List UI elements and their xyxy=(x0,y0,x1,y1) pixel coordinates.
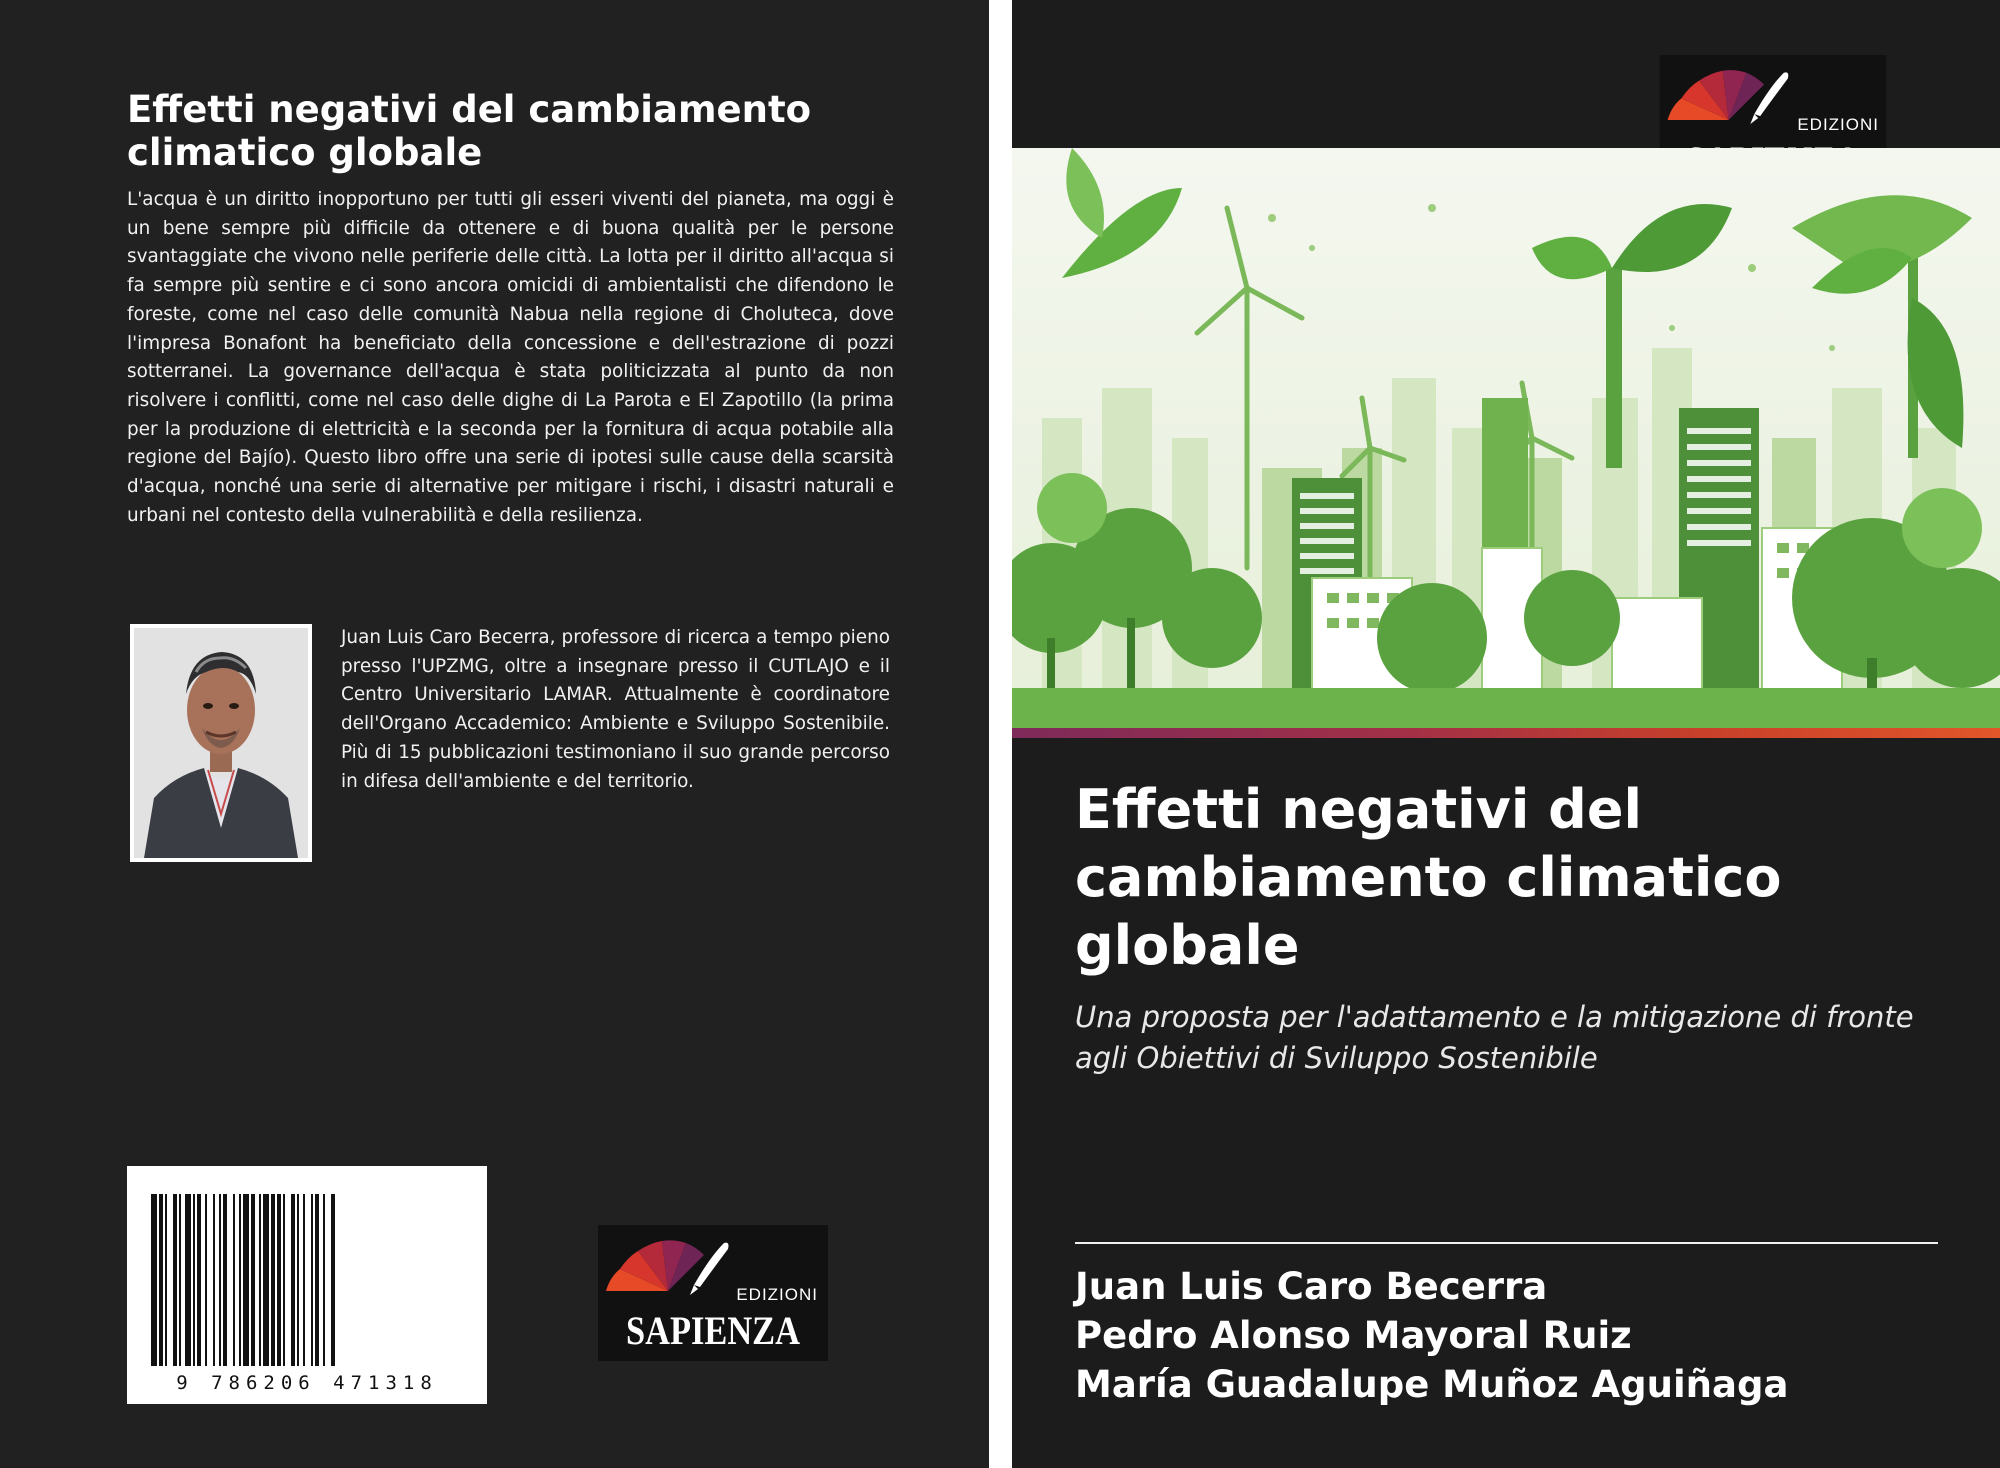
front-cover-title: Effetti negativi del cambiamento climatico globale xyxy=(1075,778,1782,977)
barcode-bar xyxy=(165,1194,167,1366)
barcode-bar xyxy=(297,1194,299,1366)
barcode-bar xyxy=(223,1194,227,1366)
author-list xyxy=(1075,1262,1955,1409)
barcode-bar xyxy=(213,1194,215,1366)
barcode-bar xyxy=(251,1194,255,1366)
publisher-edizioni-front: EDIZIONI xyxy=(1797,115,1879,134)
barcode-bar xyxy=(271,1194,275,1366)
barcode-bar xyxy=(239,1194,241,1366)
barcode-bar xyxy=(173,1194,177,1366)
author-bio: Juan Luis Caro Becerra, professore di ricerca a tempo pieno presso l'UPZMG, oltre a insegnare presso il CUTLAJO e il Centro Universitario LAMAR. Attualmente è coordinatore dell'Organo Accademico: Ambiente e Sviluppo Sostenibile. Più di 15 pubblicazioni testimoniano il suo grande percorso in difesa dell'ambiente e del territorio. xyxy=(341,627,890,792)
author-photo xyxy=(130,624,312,862)
barcode-bar xyxy=(193,1194,195,1366)
barcode-bar xyxy=(323,1194,325,1366)
spine xyxy=(989,0,1012,1468)
green-city-illustration xyxy=(1012,148,2000,728)
author-name: Pedro Alonso Mayoral Ruiz xyxy=(1075,1314,1632,1357)
barcode-bar xyxy=(263,1194,269,1366)
barcode-bars xyxy=(127,1166,487,1404)
barcode-bar xyxy=(259,1194,261,1366)
back-cover-blurb: L'acqua è un diritto inopportuno per tutti gli esseri viventi del pianeta, ma oggi è un bene sempre più difficile da ottenere e di buona qualità per le persone svantaggiate che vivono nelle periferie delle città. La lotta per il diritto all'acqua si fa sempre più sentire e ci sono ancora omicidi di ambientalisti che difendono le foreste, come nel caso delle comunità Nabua nella regione di Choluteca, dove l'impresa Bonafont ha beneficiato della concessione e dell'estrazione di pozzi sotterranei. La governance dell'acqua è stata politicizzata al punto da non risolvere i conflitti, come nel caso delle dighe di La Parota e El Zapotillo (la prima per la produzione di elettricità e la seconda per la fornitura di acqua potabile alla regione del Bajío). Questo libro offre una serie di ipotesi sulle cause della scarsità d'acqua, nonché una serie di alternative per mitigare i rischi, i disastri naturali e urbani nel contesto della vulnerabilità e della resilienza. xyxy=(127,189,894,526)
publisher-edizioni: EDIZIONI xyxy=(736,1285,818,1304)
barcode-bar xyxy=(151,1194,157,1366)
back-cover xyxy=(0,0,989,1468)
back-cover-title: Effetti negativi del cambiamento climatico globale xyxy=(127,88,812,174)
author-portrait-image xyxy=(134,628,308,858)
barcode-bar xyxy=(219,1194,221,1366)
barcode-bar xyxy=(303,1194,305,1366)
publisher-logo-back xyxy=(598,1225,828,1361)
barcode-bar xyxy=(243,1194,249,1366)
front-cover-subtitle: Una proposta per l'adattamento e la mitigazione di fronte agli Obiettivi di Sviluppo Sostenibile xyxy=(1075,1000,1914,1075)
barcode-bar xyxy=(179,1194,181,1366)
author-name: Juan Luis Caro Becerra xyxy=(1075,1265,1548,1308)
barcode-bar xyxy=(205,1194,207,1366)
divider xyxy=(1075,1242,1938,1244)
barcode-bar xyxy=(283,1194,285,1366)
barcode-bar xyxy=(331,1194,335,1366)
barcode-bar xyxy=(277,1194,281,1366)
isbn-number: 9 786206 471318 xyxy=(176,1372,438,1394)
isbn-barcode xyxy=(127,1166,487,1404)
barcode-bar xyxy=(197,1194,201,1366)
eco-city-illustration xyxy=(1012,148,2000,728)
publisher-sapienza: SAPIENZA xyxy=(626,1308,800,1353)
barcode-bar xyxy=(233,1194,235,1366)
accent-stripe xyxy=(1012,728,2000,738)
barcode-bar xyxy=(291,1194,295,1366)
barcode-bar xyxy=(315,1194,319,1366)
barcode-bar xyxy=(159,1194,163,1366)
barcode-bar xyxy=(185,1194,191,1366)
barcode-bar xyxy=(311,1194,313,1366)
author-name: María Guadalupe Muñoz Aguiñaga xyxy=(1075,1363,1789,1406)
